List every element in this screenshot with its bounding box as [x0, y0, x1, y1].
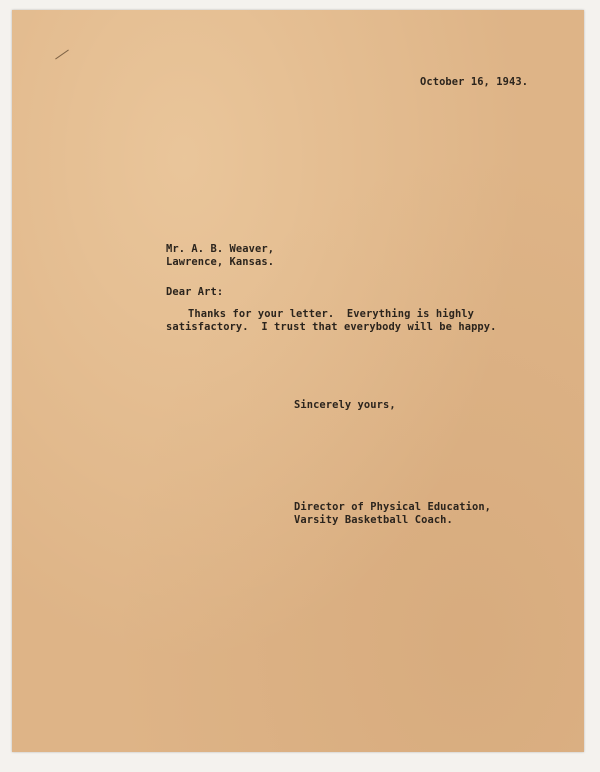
recipient-location: Lawrence, Kansas. — [166, 256, 275, 268]
pen-mark — [55, 50, 69, 60]
letter-date: October 16, 1943. — [420, 76, 529, 88]
signature-title: Varsity Basketball Coach. — [294, 514, 453, 526]
salutation: Dear Art: — [166, 286, 224, 298]
signature-title: Director of Physical Education, — [294, 501, 492, 513]
body-line: Thanks for your letter. Everything is highly — [188, 308, 475, 320]
closing: Sincerely yours, — [294, 399, 396, 411]
letter-sheet — [12, 10, 584, 752]
body-line: satisfactory. I trust that everybody will be happy. — [166, 321, 497, 333]
recipient-name: Mr. A. B. Weaver, — [166, 243, 275, 255]
